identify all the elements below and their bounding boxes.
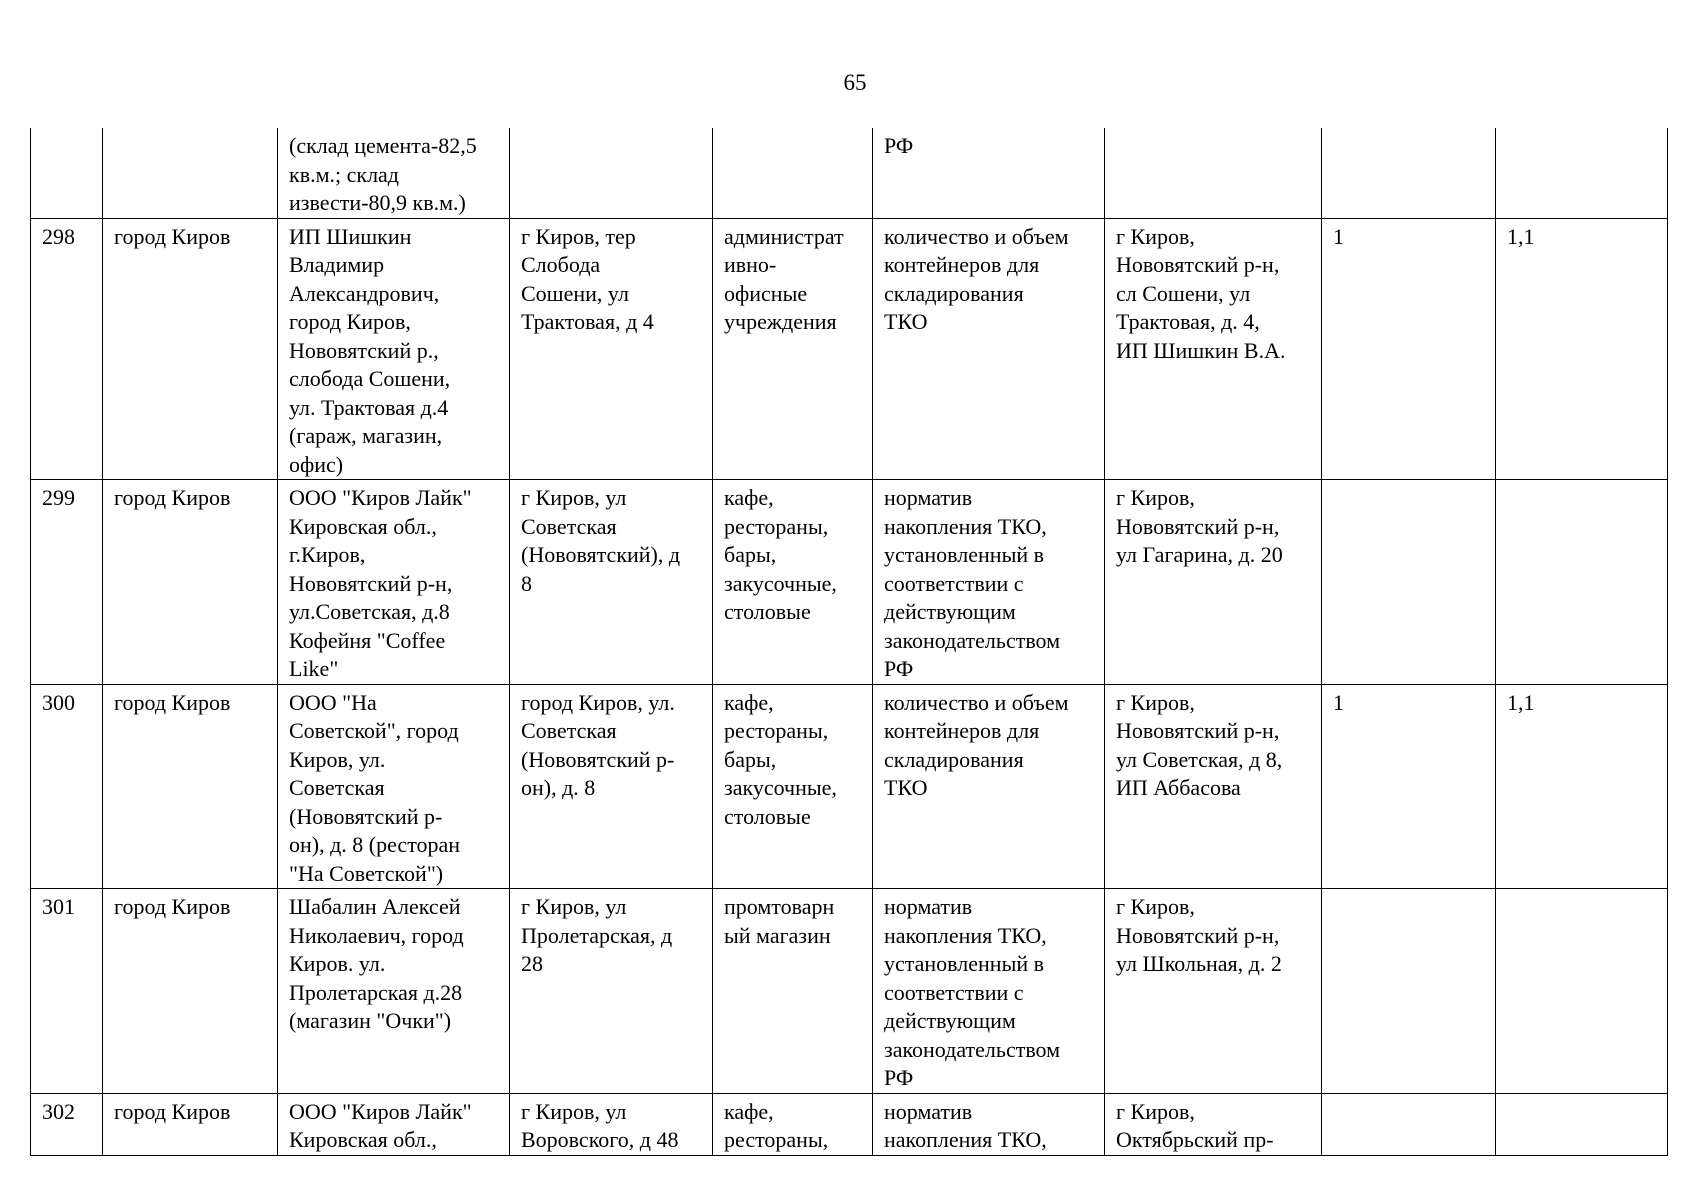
cell-volume bbox=[1496, 128, 1668, 218]
cell-source: ИП Шишкин Владимир Александрович, город Киров, Нововятский р., слобода Сошени, ул. Трактовая д.4 (гараж, магазин, офис) bbox=[278, 218, 510, 480]
cell-address: г Киров, тер Слобода Сошени, ул Трактовая, д 4 bbox=[510, 218, 713, 480]
cell-municipality: город Киров bbox=[103, 1093, 278, 1155]
cell-volume bbox=[1496, 1093, 1668, 1155]
cell-volume bbox=[1496, 889, 1668, 1094]
cell-method: норматив накопления ТКО, bbox=[873, 1093, 1105, 1155]
cell-source: ООО "Киров Лайк" Кировская обл., г.Киров, Нововятский р-н, ул.Советская, д.8 Кофейня "Coffee Like" bbox=[278, 480, 510, 685]
cell-municipality: город Киров bbox=[103, 684, 278, 889]
table-row bbox=[31, 128, 1668, 218]
cell-count: 1 bbox=[1322, 684, 1496, 889]
page-number: 65 bbox=[843, 70, 867, 95]
cell-count bbox=[1322, 480, 1496, 685]
cell-site: г Киров, Нововятский р-н, ул Советская, д 8, ИП Аббасова bbox=[1105, 684, 1322, 889]
cell-number: 300 bbox=[31, 684, 103, 889]
cell-address bbox=[510, 128, 713, 218]
cell-site: г Киров, Нововятский р-н, сл Сошени, ул Трактовая, д. 4, ИП Шишкин В.А. bbox=[1105, 218, 1322, 480]
waste-registry-table bbox=[30, 128, 1668, 1156]
cell-category: кафе, рестораны, бары, закусочные, столовые bbox=[713, 684, 873, 889]
cell-address: г Киров, ул Советская (Нововятский), д 8 bbox=[510, 480, 713, 685]
cell-number: 299 bbox=[31, 480, 103, 685]
cell-category: кафе, рестораны, bbox=[713, 1093, 873, 1155]
cell-source: ООО "Киров Лайк" Кировская обл., bbox=[278, 1093, 510, 1155]
cell-category bbox=[713, 128, 873, 218]
cell-volume bbox=[1496, 480, 1668, 685]
cell-count: 1 bbox=[1322, 218, 1496, 480]
cell-site bbox=[1105, 128, 1322, 218]
cell-category: администрат ивно- офисные учреждения bbox=[713, 218, 873, 480]
cell-method: количество и объем контейнеров для складирования ТКО bbox=[873, 684, 1105, 889]
cell-site: г Киров, Нововятский р-н, ул Школьная, д. 2 bbox=[1105, 889, 1322, 1094]
cell-address: г Киров, ул Пролетарская, д 28 bbox=[510, 889, 713, 1094]
cell-method: норматив накопления ТКО, установленный в соответствии с действующим законодательством РФ bbox=[873, 480, 1105, 685]
cell-method: норматив накопления ТКО, установленный в соответствии с действующим законодательством РФ bbox=[873, 889, 1105, 1094]
cell-category: кафе, рестораны, бары, закусочные, столовые bbox=[713, 480, 873, 685]
cell-municipality: город Киров bbox=[103, 480, 278, 685]
cell-site: г Киров, Нововятский р-н, ул Гагарина, д. 20 bbox=[1105, 480, 1322, 685]
cell-volume: 1,1 bbox=[1496, 218, 1668, 480]
cell-count bbox=[1322, 889, 1496, 1094]
cell-number bbox=[31, 128, 103, 218]
cell-number: 301 bbox=[31, 889, 103, 1094]
cell-number: 298 bbox=[31, 218, 103, 480]
table-row bbox=[31, 218, 1668, 480]
cell-volume: 1,1 bbox=[1496, 684, 1668, 889]
cell-municipality bbox=[103, 128, 278, 218]
cell-source: Шабалин Алексей Николаевич, город Киров. ул. Пролетарская д.28 (магазин "Очки") bbox=[278, 889, 510, 1094]
table-row bbox=[31, 889, 1668, 1094]
cell-method: РФ bbox=[873, 128, 1105, 218]
table-row bbox=[31, 684, 1668, 889]
cell-municipality: город Киров bbox=[103, 889, 278, 1094]
table-row bbox=[31, 480, 1668, 685]
cell-category: промтоварн ый магазин bbox=[713, 889, 873, 1094]
cell-source: ООО "На Советской", город Киров, ул. Советская (Нововятский р- он), д. 8 (ресторан "На Советской") bbox=[278, 684, 510, 889]
cell-address: город Киров, ул. Советская (Нововятский р- он), д. 8 bbox=[510, 684, 713, 889]
cell-method: количество и объем контейнеров для складирования ТКО bbox=[873, 218, 1105, 480]
table-body bbox=[31, 128, 1668, 1155]
cell-count bbox=[1322, 1093, 1496, 1155]
cell-count bbox=[1322, 128, 1496, 218]
cell-municipality: город Киров bbox=[103, 218, 278, 480]
cell-number: 302 bbox=[31, 1093, 103, 1155]
cell-site: г Киров, Октябрьский пр- bbox=[1105, 1093, 1322, 1155]
cell-address: г Киров, ул Воровского, д 48 bbox=[510, 1093, 713, 1155]
table-row bbox=[31, 1093, 1668, 1155]
cell-source: (склад цемента-82,5 кв.м.; склад извести-80,9 кв.м.) bbox=[278, 128, 510, 218]
